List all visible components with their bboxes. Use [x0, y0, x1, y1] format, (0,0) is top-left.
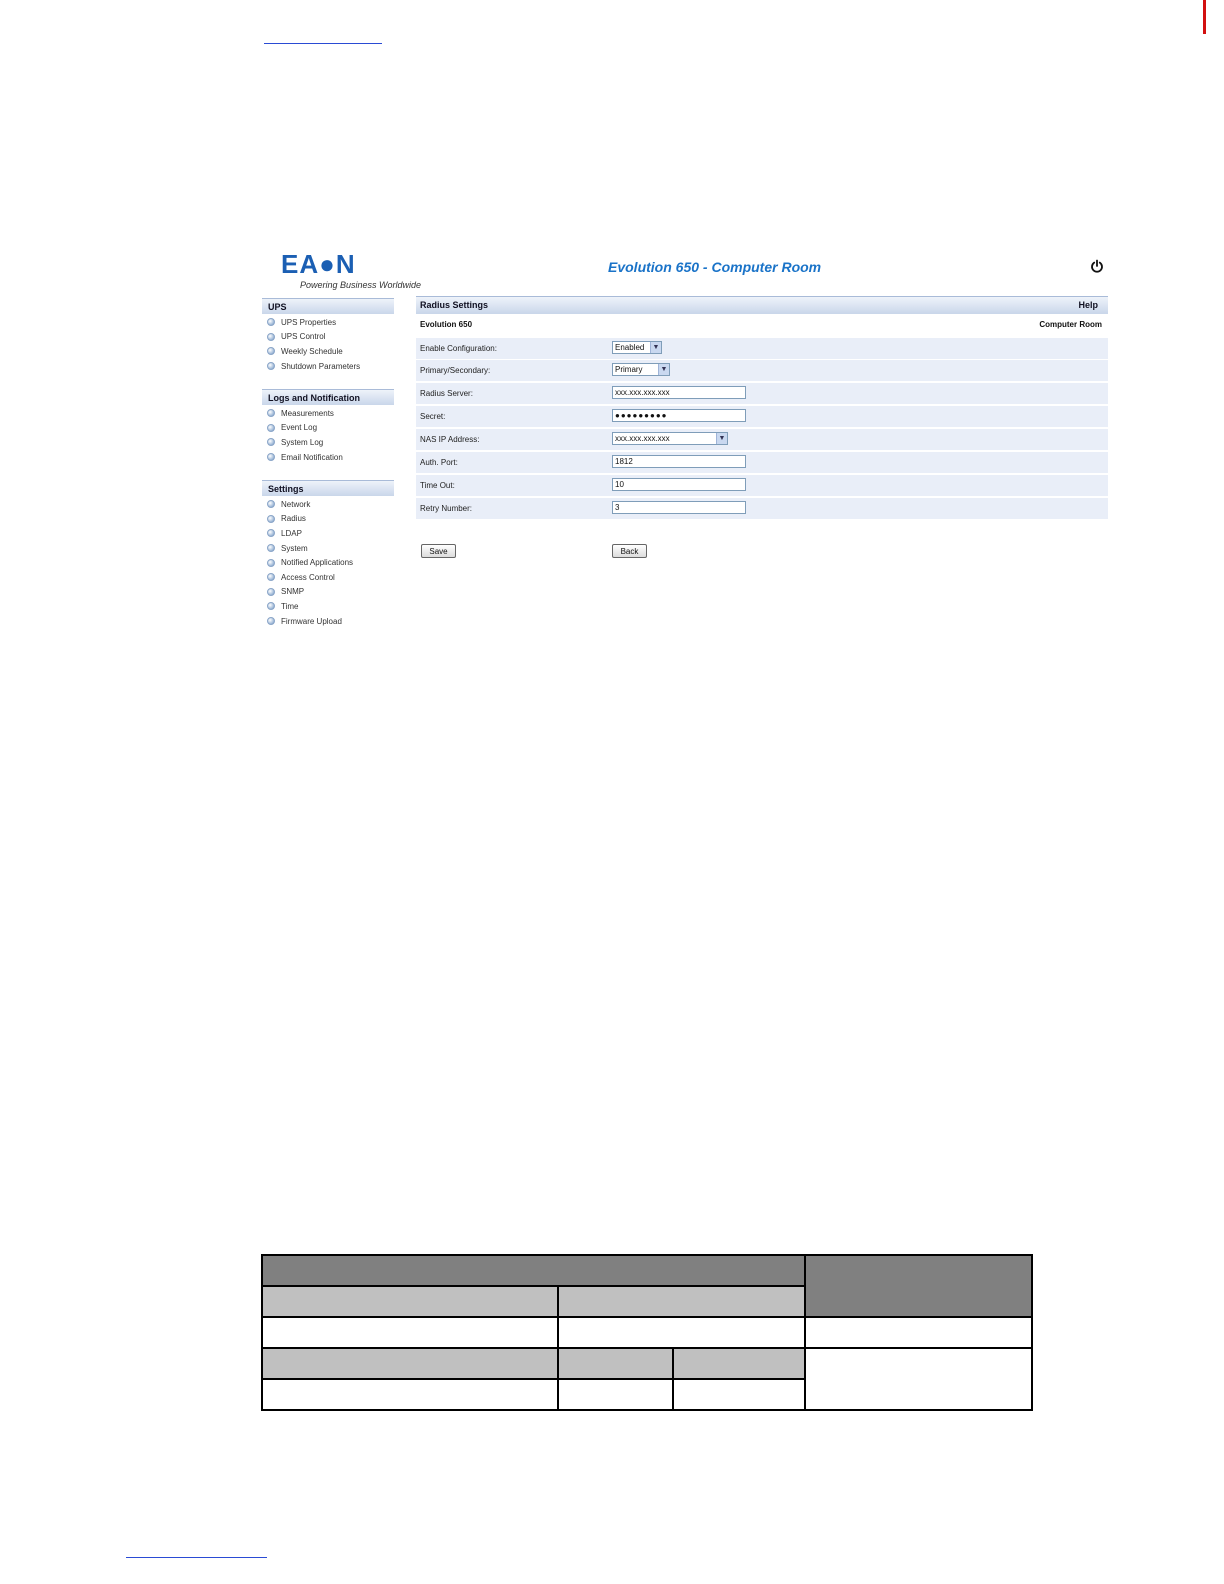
form-row-radius-server: Radius Server: xxx.xxx.xxx.xxx	[416, 383, 1108, 404]
chevron-down-icon: ▼	[716, 433, 727, 444]
sidebar-item-snmp[interactable]: SNMP	[262, 585, 394, 600]
form-row-auth-port: Auth. Port: 1812	[416, 452, 1108, 473]
table-cell	[805, 1348, 1032, 1410]
table-cell	[262, 1317, 558, 1348]
form-row-primary-secondary: Primary/Secondary: Primary ▼	[416, 360, 1108, 381]
sidebar-item-weekly-schedule[interactable]: Weekly Schedule	[262, 344, 394, 359]
time-out-input[interactable]: 10	[612, 478, 746, 491]
sidebar-item-ups-properties[interactable]: UPS Properties	[262, 315, 394, 330]
bullet-icon	[267, 602, 275, 610]
sidebar-item-system[interactable]: System	[262, 541, 394, 556]
form-row-time-out: Time Out: 10	[416, 475, 1108, 496]
sidebar-item-measurements[interactable]: Measurements	[262, 406, 394, 421]
bullet-icon	[267, 438, 275, 446]
primary-secondary-select[interactable]: Primary ▼	[612, 363, 670, 376]
save-button[interactable]: Save	[421, 544, 456, 558]
bullet-icon	[267, 529, 275, 537]
sidebar-item-radius[interactable]: Radius	[262, 512, 394, 527]
bullet-icon	[267, 409, 275, 417]
sidebar-item-shutdown-parameters[interactable]: Shutdown Parameters	[262, 359, 394, 374]
bullet-icon	[267, 559, 275, 567]
sidebar-item-email-notification[interactable]: Email Notification	[262, 450, 394, 465]
bullet-icon	[267, 588, 275, 596]
table-subheader-cell	[673, 1348, 805, 1379]
back-button[interactable]: Back	[612, 544, 647, 558]
chevron-down-icon: ▼	[658, 364, 669, 375]
sidebar-section-ups: UPS	[262, 298, 394, 314]
bullet-icon	[267, 362, 275, 370]
help-link[interactable]: Help	[1078, 300, 1098, 310]
page-title: Evolution 650 - Computer Room	[608, 259, 822, 275]
table-subheader-cell	[558, 1348, 673, 1379]
panel-title: Radius Settings	[420, 300, 489, 310]
table-subheader-cell	[262, 1348, 558, 1379]
sidebar-list-logs	[262, 406, 394, 464]
web-ui-screenshot	[262, 243, 1108, 633]
bullet-icon	[267, 453, 275, 461]
retry-number-input[interactable]: 3	[612, 501, 746, 514]
auth-port-input[interactable]: 1812	[612, 455, 746, 468]
table-subheader-cell	[558, 1286, 805, 1317]
table-header-cell	[805, 1255, 1032, 1317]
sidebar-section-settings: Settings	[262, 480, 394, 496]
bullet-icon	[267, 347, 275, 355]
device-name: Evolution 650	[420, 320, 473, 329]
sidebar-item-notified-applications[interactable]: Notified Applications	[262, 555, 394, 570]
sidebar-list-settings	[262, 497, 394, 628]
chevron-down-icon: ▼	[650, 342, 661, 353]
bottom-link-rule	[126, 1557, 267, 1558]
sidebar-list-ups	[262, 315, 394, 373]
sidebar-item-event-log[interactable]: Event Log	[262, 421, 394, 436]
table-subheader-cell	[262, 1286, 558, 1317]
nas-ip-select[interactable]: xxx.xxx.xxx.xxx ▼	[612, 432, 728, 445]
enable-configuration-select[interactable]: Enabled ▼	[612, 341, 662, 354]
bullet-icon	[267, 424, 275, 432]
sidebar-section-logs: Logs and Notification	[262, 389, 394, 405]
bullet-icon	[267, 515, 275, 523]
table-cell	[558, 1317, 805, 1348]
sidebar-item-time[interactable]: Time	[262, 599, 394, 614]
logo-tagline: Powering Business Worldwide	[300, 280, 422, 290]
red-margin-bar	[1203, 0, 1206, 34]
bullet-icon	[267, 544, 275, 552]
table-cell	[262, 1379, 558, 1410]
table-cell	[805, 1317, 1032, 1348]
bullet-icon	[267, 500, 275, 508]
sidebar-item-network[interactable]: Network	[262, 497, 394, 512]
sidebar-item-system-log[interactable]: System Log	[262, 435, 394, 450]
top-link-rule	[264, 43, 382, 44]
secret-input[interactable]: ●●●●●●●●●	[612, 409, 746, 422]
bullet-icon	[267, 573, 275, 581]
bullet-icon	[267, 318, 275, 326]
form-row-retry-number: Retry Number: 3	[416, 498, 1108, 519]
sidebar-item-firmware-upload[interactable]: Firmware Upload	[262, 614, 394, 629]
table-cell	[558, 1379, 673, 1410]
table-cell	[673, 1379, 805, 1410]
sidebar-item-access-control[interactable]: Access Control	[262, 570, 394, 585]
radius-server-input[interactable]: xxx.xxx.xxx.xxx	[612, 386, 746, 399]
form-row-secret: Secret: ●●●●●●●●●	[416, 406, 1108, 427]
table-header-cell	[262, 1255, 805, 1286]
sidebar-item-ups-control[interactable]: UPS Control	[262, 330, 394, 345]
panel-header	[416, 296, 1108, 314]
sidebar-item-ldap[interactable]: LDAP	[262, 526, 394, 541]
eaton-logo: EA●N Powering Business Worldwide	[281, 249, 422, 290]
device-location: Computer Room	[1039, 320, 1102, 329]
bullet-icon	[267, 333, 275, 341]
power-icon[interactable]	[1090, 259, 1104, 273]
form-row-enable-configuration: Enable Configuration: Enabled ▼	[416, 338, 1108, 359]
bullet-icon	[267, 617, 275, 625]
form-row-nas-ip: NAS IP Address: xxx.xxx.xxx.xxx ▼	[416, 429, 1108, 450]
blank-grid-table	[261, 1254, 1033, 1411]
